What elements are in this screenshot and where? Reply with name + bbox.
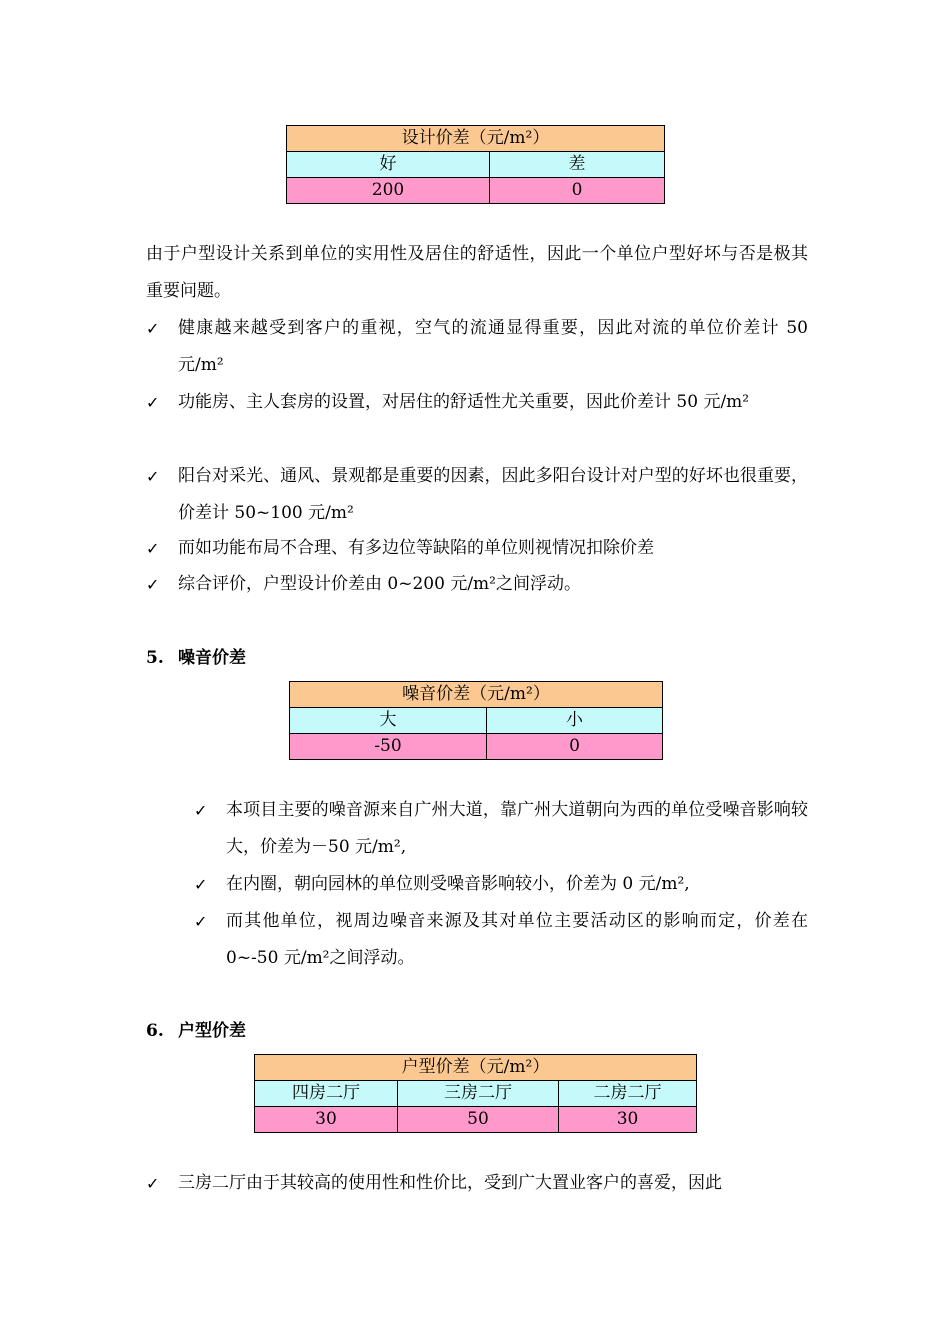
section-5-number: 5. bbox=[146, 648, 164, 668]
check-icon: ✓ bbox=[194, 875, 208, 894]
check-icon: ✓ bbox=[146, 319, 160, 338]
design-bullet-text: 健康越来越受到客户的重视，空气的流通显得重要，因此对流的单位价差计 50 元/m² bbox=[178, 318, 808, 375]
unit-table-title: 户型价差（元/m²） bbox=[255, 1055, 697, 1081]
intro-paragraph: 由于户型设计关系到单位的实用性及居住的舒适性，因此一个单位户型好坏与否是极其重要问题。 bbox=[146, 244, 808, 301]
unit-table-value-3br: 50 bbox=[398, 1107, 559, 1133]
design-bullet-3 bbox=[146, 458, 808, 532]
noise-table-header-high: 大 bbox=[290, 708, 487, 734]
check-icon: ✓ bbox=[146, 1174, 160, 1193]
design-table-header-bad: 差 bbox=[490, 152, 665, 178]
unit-table-header-4br: 四房二厅 bbox=[255, 1081, 398, 1107]
design-table-value-good: 200 bbox=[287, 178, 490, 204]
design-bullet-1 bbox=[146, 310, 808, 384]
unit-table-value-4br: 30 bbox=[255, 1107, 398, 1133]
section-5-heading bbox=[146, 646, 246, 670]
design-bullet-2 bbox=[146, 384, 808, 421]
noise-bullet-text: 而其他单位，视周边噪音来源及其对单位主要活动区的影响而定，价差在 0~-50 元/m²之间浮动。 bbox=[226, 911, 808, 968]
section-6-title: 户型价差 bbox=[178, 1021, 246, 1041]
section-6-heading bbox=[146, 1019, 246, 1043]
noise-bullet-text: 本项目主要的噪音源来自广州大道，靠广州大道朝向为西的单位受噪音影响较大，价差为－50 元/m², bbox=[226, 800, 808, 857]
check-icon: ✓ bbox=[146, 539, 160, 558]
unit-type-price-table bbox=[254, 1054, 697, 1133]
unit-bullet-1 bbox=[146, 1165, 808, 1202]
design-table-title: 设计价差（元/m²） bbox=[287, 126, 665, 152]
design-table-value-bad: 0 bbox=[490, 178, 665, 204]
design-table-header-good: 好 bbox=[287, 152, 490, 178]
unit-table-header-3br: 三房二厅 bbox=[398, 1081, 559, 1107]
check-icon: ✓ bbox=[194, 912, 208, 931]
design-price-table bbox=[286, 125, 665, 204]
unit-table-header-2br: 二房二厅 bbox=[559, 1081, 697, 1107]
check-icon: ✓ bbox=[146, 467, 160, 486]
section-5-title: 噪音价差 bbox=[178, 648, 246, 668]
design-bullet-text: 而如功能布局不合理、有多边位等缺陷的单位则视情况扣除价差 bbox=[178, 538, 654, 558]
unit-table-value-2br: 30 bbox=[559, 1107, 697, 1133]
unit-bullet-text: 三房二厅由于其较高的使用性和性价比，受到广大置业客户的喜爱，因此 bbox=[178, 1173, 722, 1193]
noise-table-value-high: -50 bbox=[290, 734, 487, 760]
noise-table-header-low: 小 bbox=[487, 708, 663, 734]
noise-bullet-text: 在内圈，朝向园林的单位则受噪音影响较小，价差为 0 元/m², bbox=[226, 874, 690, 894]
noise-price-table bbox=[289, 681, 663, 760]
noise-bullet-1 bbox=[194, 792, 808, 866]
design-bullet-4 bbox=[146, 530, 808, 567]
noise-bullet-2 bbox=[194, 866, 808, 903]
design-bullet-5 bbox=[146, 566, 808, 603]
noise-table-title: 噪音价差（元/m²） bbox=[290, 682, 663, 708]
design-bullet-text: 阳台对采光、通风、景观都是重要的因素，因此多阳台设计对户型的好坏也很重要，价差计 50~100 元/m² bbox=[178, 466, 808, 523]
noise-table-value-low: 0 bbox=[487, 734, 663, 760]
check-icon: ✓ bbox=[194, 801, 208, 820]
section-6-number: 6. bbox=[146, 1021, 164, 1041]
check-icon: ✓ bbox=[146, 393, 160, 412]
design-bullet-text: 综合评价，户型设计价差由 0~200 元/m²之间浮动。 bbox=[178, 574, 581, 594]
design-bullet-text: 功能房、主人套房的设置，对居住的舒适性尤关重要，因此价差计 50 元/m² bbox=[178, 392, 750, 412]
noise-bullet-3 bbox=[194, 903, 808, 977]
check-icon: ✓ bbox=[146, 575, 160, 594]
